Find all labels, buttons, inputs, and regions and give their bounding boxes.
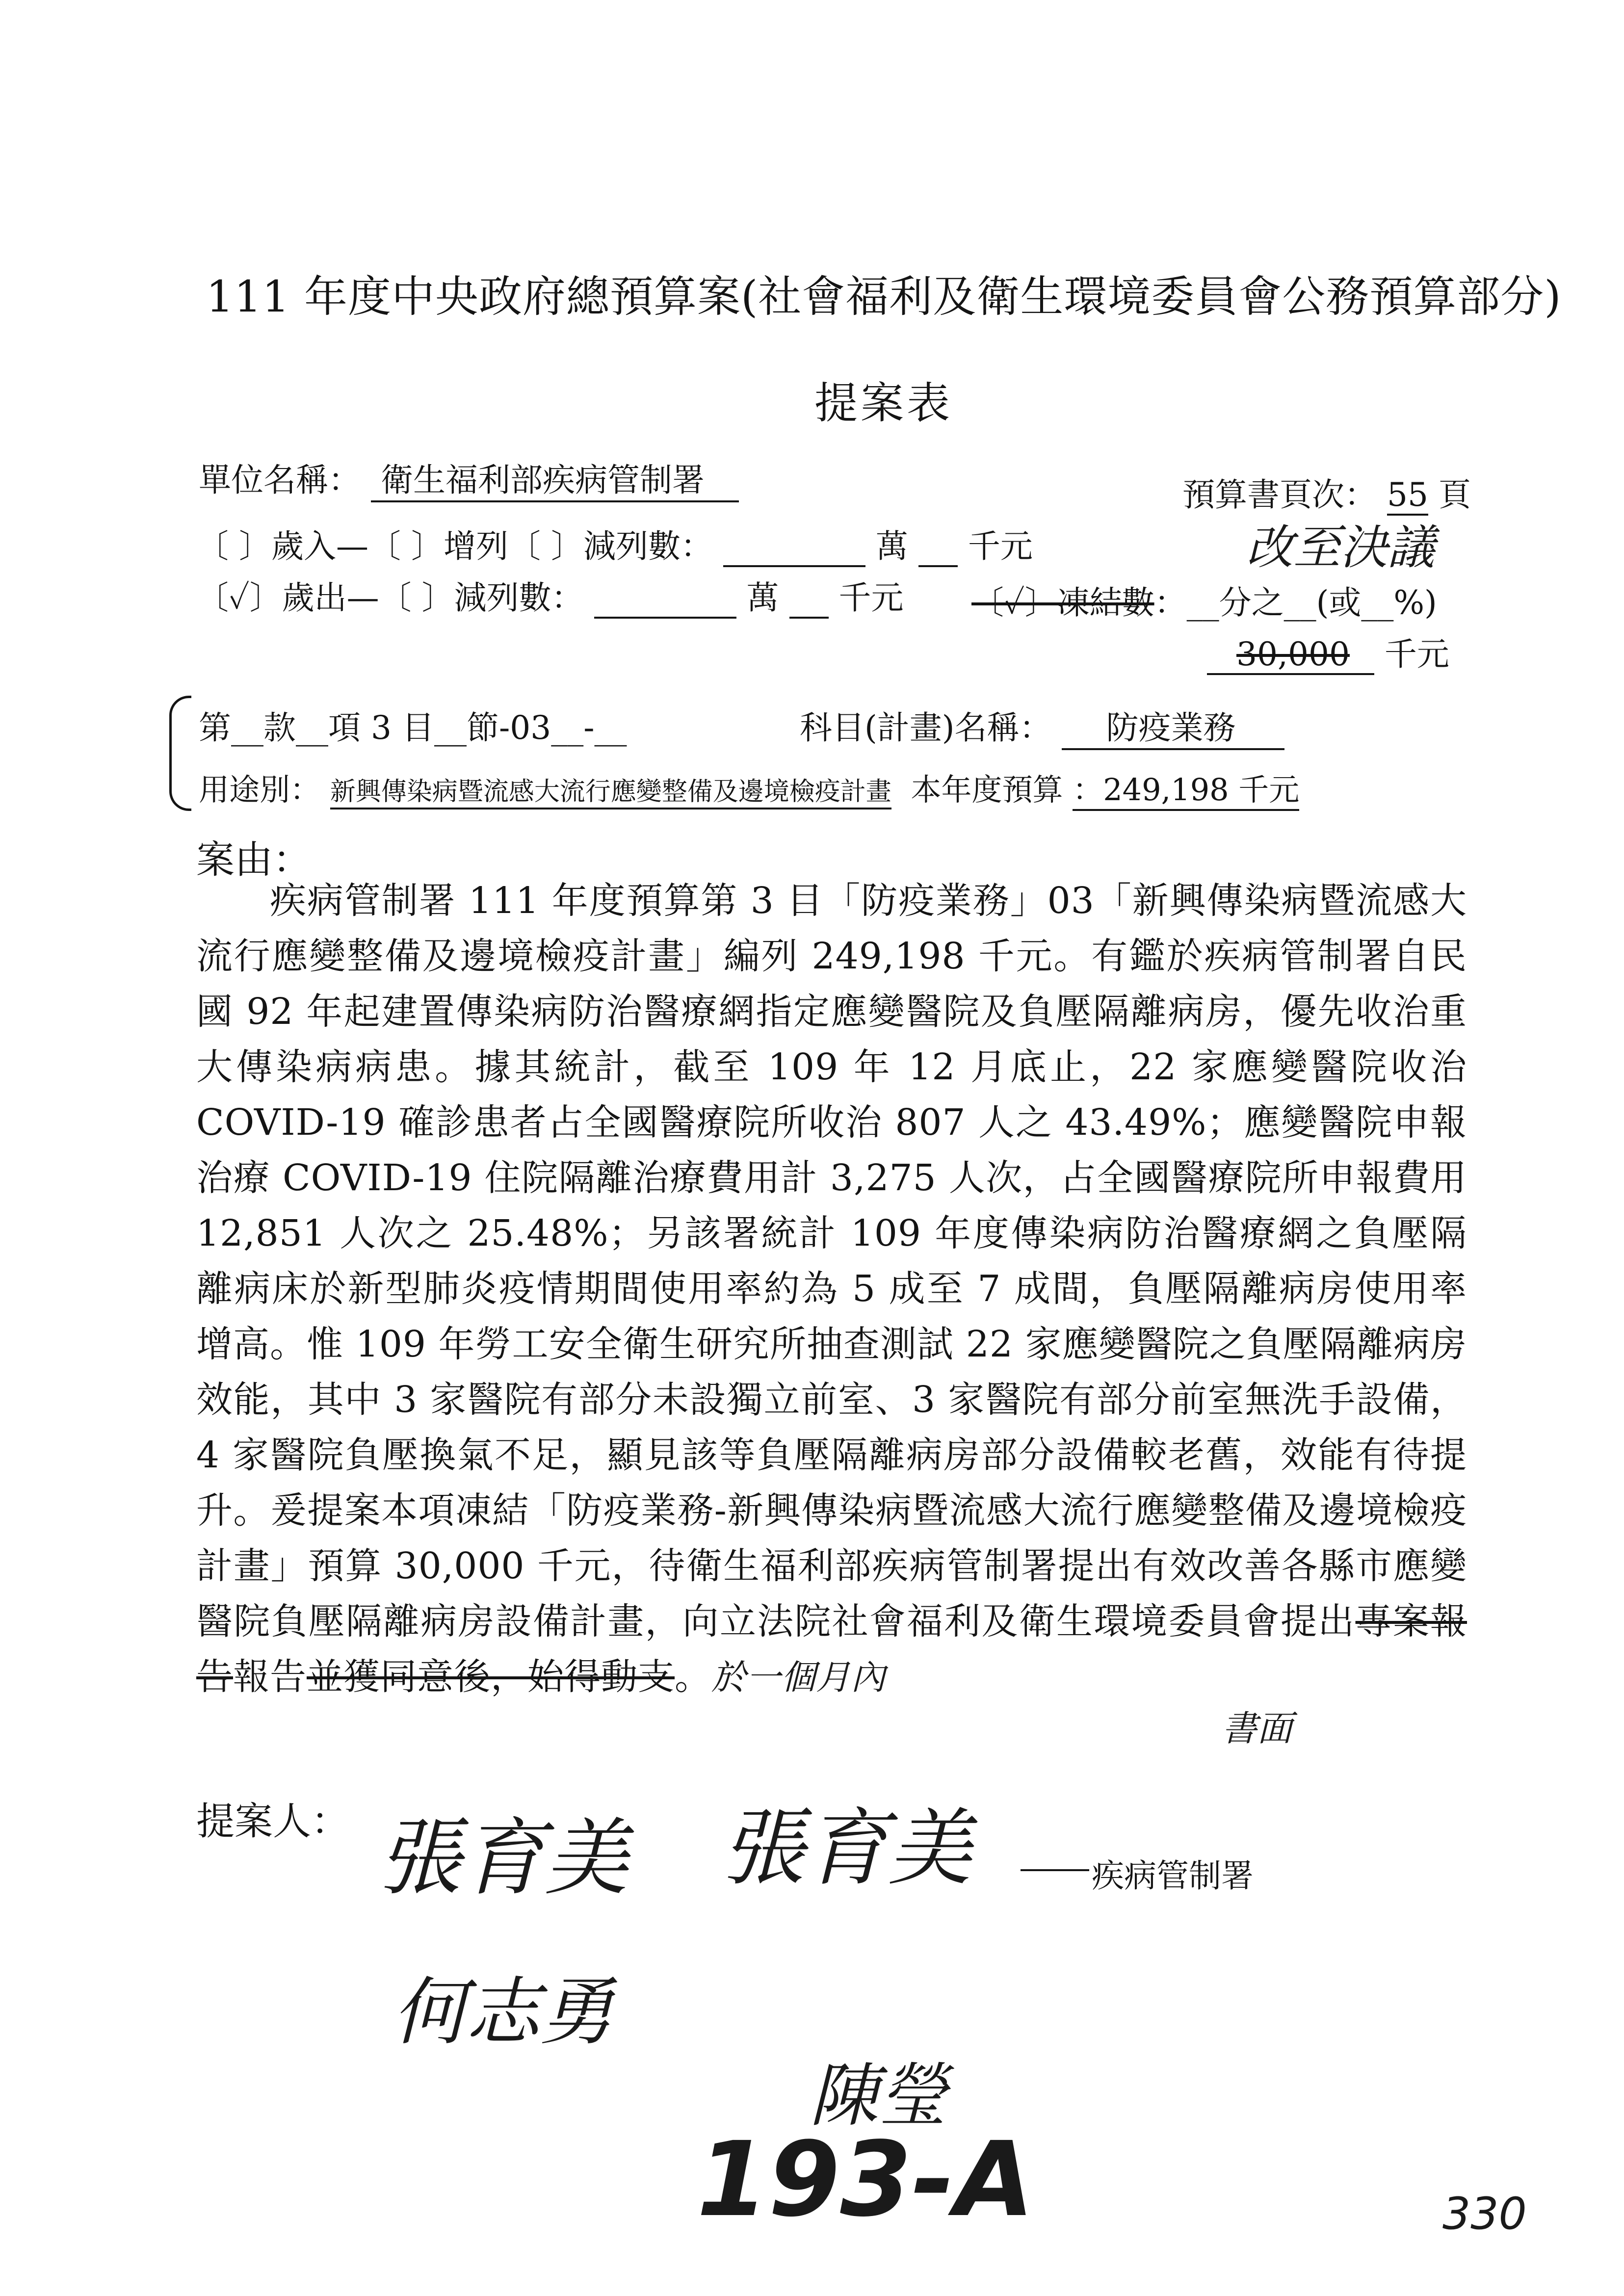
- purpose-row: [199, 765, 1299, 811]
- revenue-blank-thousand: [918, 527, 958, 567]
- expense-blank-wan: [594, 579, 736, 619]
- subject-row: [800, 702, 1284, 750]
- reason-body-text: 疾病管制署 111 年度預算第 3 目「防疫業務」03「新興傳染病暨流感大流行應變整備及邊境檢疫計畫」編列 249,198 千元。有鑑於疾病管制署自民國 92 年起建置傳染病防治醫療網指定應變醫院及負壓隔離病房，優先收治重大傳染病病患。據其統計，截至 109 年 12 月底止，22 家應變醫院收治 COVID-19 確診患者占全國醫療院所收治 807 人之 43.49%；應變醫院申報治療 COVID-19 住院隔離治療費用計 3,275 人次，占全國醫療院所申報費用 12,851 人次之 25.48%；另該署統計 109 年度傳染病防治醫療網之負壓隔離病床於新型肺炎疫情期間使用率約為 5 成至 7 成間，負壓隔離病房使用率增高。惟 109 年勞工安全衛生研究所抽查測試 22 家應變醫院之負壓隔離病房效能，其中 3 家醫院有部分未設獨立前室、3 家醫院有部分前室無洗手設備，4 家醫院負壓換氣不足，顯見該等負壓隔離病房部分設備較老舊，效能有待提升。爰提案本項凍結「防疫業務-新興傳染病暨流感大流行應變整備及邊境檢疫計畫」預算 30,000 千元，待衛生福利部疾病管制署提出有效改善各縣市應變醫院負壓隔離病房設備計畫，向立法院社會福利及衛生環境委員會提出: [196, 880, 1467, 1643]
- item-code-line: 第__款__項 3 目__節-03__-__: [199, 709, 627, 747]
- freeze-box: 〔✓〕凍結數: [971, 584, 1154, 622]
- freeze-ratio: ：__分之__(或__%): [1154, 584, 1437, 622]
- reason-body: 疾病管制署 111 年度預算第 3 目「防疫業務」03「新興傳染病暨流感大流行應變整備及邊境檢疫計畫」編列 249,198 千元。有鑑於疾病管制署自民國 92 年起建置傳染病防治醫療網指定應變醫院及負壓隔離病房，優先收治重大傳染病病患。據其統計，截至 109 年 12 月底止，22 家應變醫院收治 COVID-19 確診患者占全國醫療院所收治 807 人之 43.49%；應變醫院申報治療 COVID-19 住院隔離治療費用計 3,275 人次，占全國醫療院所申報費用 12,851 人次之 25.48%；另該署統計 109 年度傳染病防治醫療網之負壓隔離病床於新型肺炎疫情期間使用率約為 5 成至 7 成間，負壓隔離病房使用率增高。惟 109 年勞工安全衛生研究所抽查測試 22 家應變醫院之負壓隔離病房效能，其中 3 家醫院有部分未設獨立前室、3 家醫院有部分前室無洗手設備，4 家醫院負壓換氣不足，顯見該等負壓隔離病房部分設備較老舊，效能有待提升。爰提案本項凍結「防疫業務-新興傳染病暨流感大流行應變整備及邊境檢疫計畫」預算 30,000 千元，待衛生福利部疾病管制署提出有效改善各縣市應變醫院負壓隔離病房設備計畫，向立法院社會福利及衛生環境委員會提出專案報告報告並獲同意後，始得動支。於一個月內: [196, 880, 1467, 1698]
- signature-3: 何志勇: [393, 1970, 614, 2055]
- unit-label: 單位名稱：: [199, 461, 361, 499]
- page-number: 330: [1442, 2188, 1527, 2240]
- unit-name: 衛生福利部疾病管制署: [371, 454, 739, 502]
- freeze-amount: 30,000: [1207, 635, 1374, 675]
- expense-thousand: 千元: [838, 579, 904, 617]
- expense-wan: 萬: [746, 579, 779, 617]
- revenue-wan: 萬: [875, 527, 908, 565]
- revenue-row-label: 〔 〕歲入—〔 〕增列〔 〕減列數：: [196, 527, 713, 565]
- handwritten-note-top: 改至決議: [1246, 520, 1435, 575]
- revenue-row: [196, 520, 1033, 567]
- proposer-agency: 疾病管制署: [1092, 1857, 1254, 1895]
- signature-4: 陳瑩: [810, 2056, 947, 2136]
- expense-row: [196, 572, 904, 619]
- proposer-label: 提案人：: [196, 1800, 350, 1844]
- budget-page-row: [1182, 469, 1471, 516]
- expense-blank-thousand: [789, 579, 829, 619]
- purpose-label: 用途別：: [199, 772, 321, 808]
- revenue-thousand: 千元: [968, 527, 1033, 565]
- budget-page-unit: 頁: [1438, 476, 1471, 514]
- expense-row-label: 〔✓〕歲出—〔 〕減列數：: [196, 579, 584, 617]
- annual-budget-label: 本年度預算: [911, 772, 1063, 808]
- budget-page-label: 預算書頁次：: [1182, 476, 1377, 514]
- subject-label: 科目(計畫)名稱：: [800, 709, 1052, 747]
- signature-2: 張育美: [721, 1800, 972, 1897]
- freeze-row: [971, 576, 1437, 623]
- document-title: 111 年度中央政府總預算案(社會福利及衛生環境委員會公務預算部分): [206, 271, 1562, 322]
- handwritten-serial: 193-A: [697, 2119, 1035, 2240]
- form-subtitle: 提案表: [814, 378, 953, 428]
- handwritten-insert-written: 書面: [1222, 1708, 1293, 1749]
- unit-row: [199, 454, 739, 502]
- budget-page-value: 55: [1387, 476, 1428, 516]
- annual-budget-value: ：249,198 千元: [1073, 765, 1299, 811]
- purpose-name: 新興傳染病暨流感大流行應變整備及邊境檢疫計畫: [330, 771, 891, 809]
- signature-underline: [1021, 1869, 1089, 1871]
- freeze-amount-unit: 千元: [1384, 635, 1449, 673]
- struck-report: 專案報告: [196, 1600, 1467, 1698]
- handwritten-insert-months: 於一個月內: [711, 1657, 886, 1697]
- reason-label: 案由：: [196, 838, 312, 882]
- struck-approval: 並獲同意後，始得動支: [307, 1656, 675, 1698]
- subject-name: 防疫業務: [1062, 702, 1284, 750]
- item-bracket: [169, 696, 191, 811]
- signature-1: 張育美: [378, 1810, 629, 1907]
- revenue-blank-wan: [723, 527, 865, 567]
- freeze-amount-row: [1207, 628, 1449, 675]
